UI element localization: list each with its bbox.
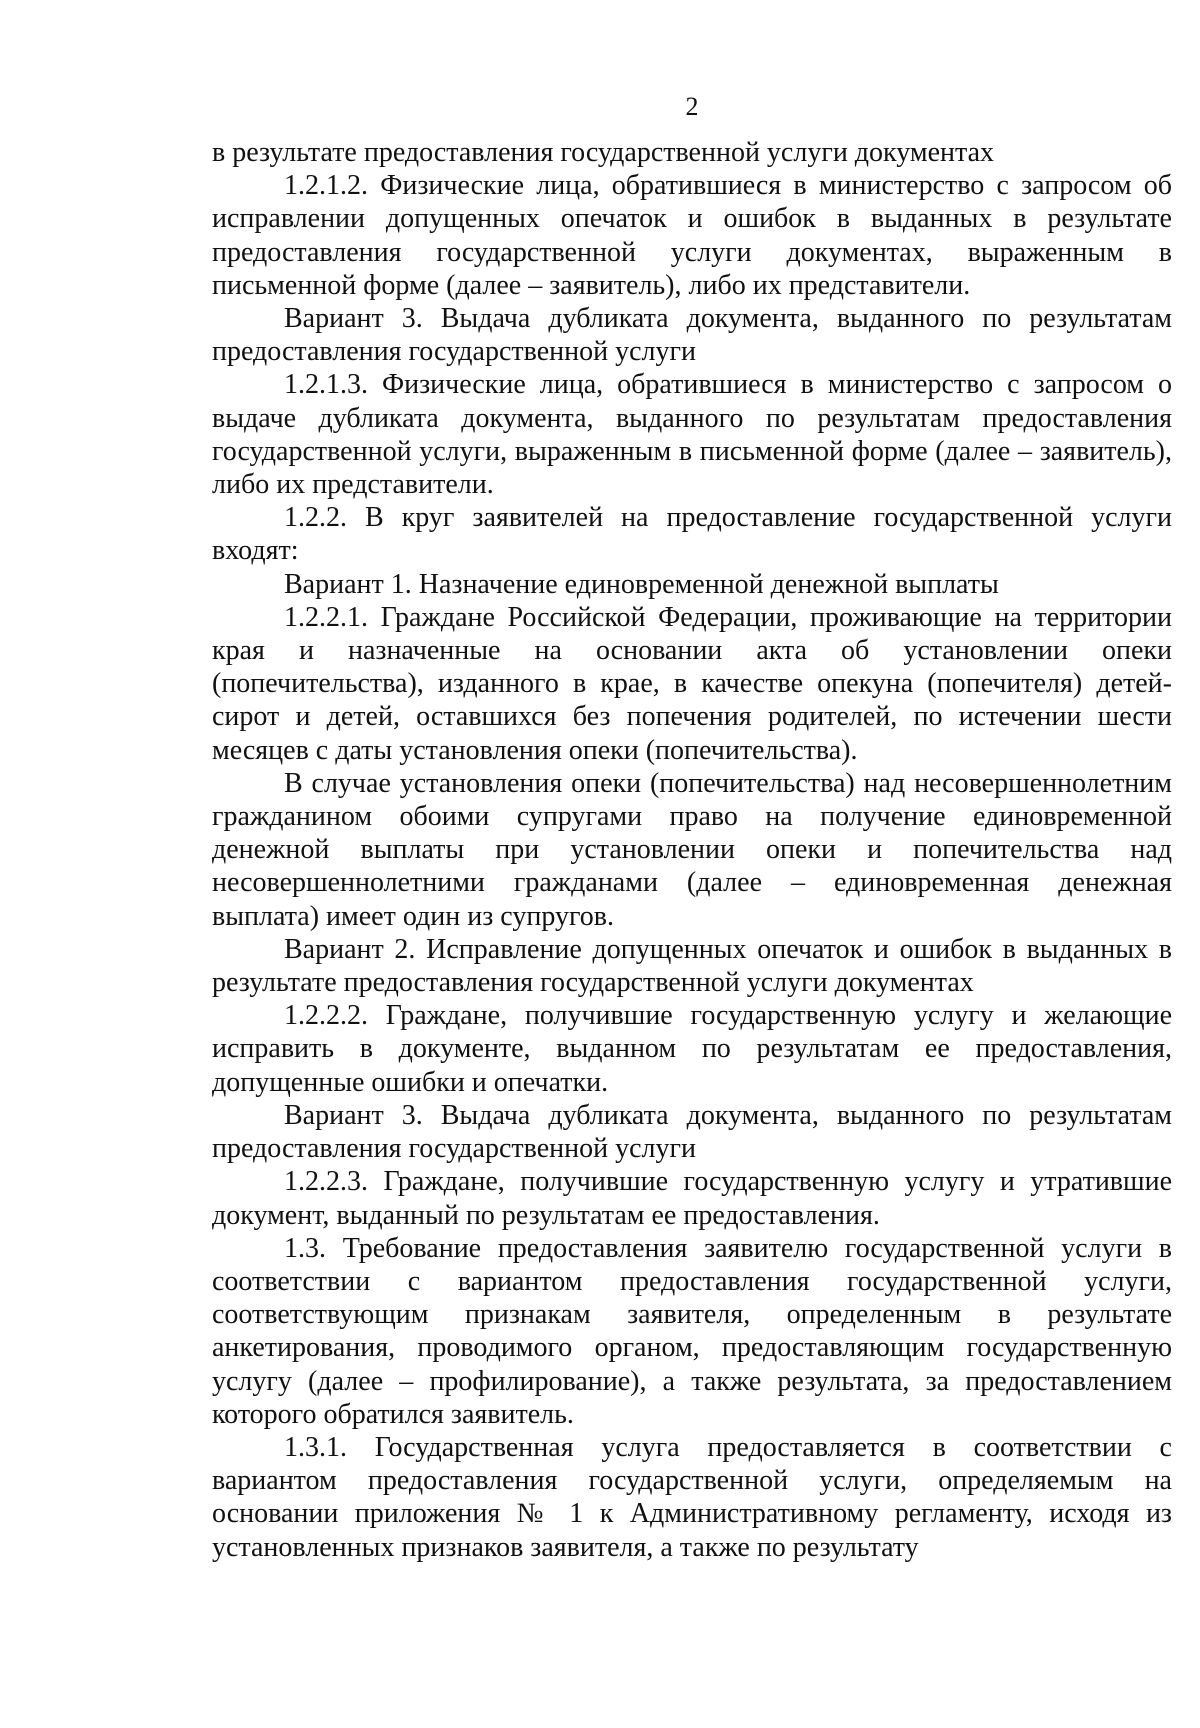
paragraph-variant-3-heading-2: Вариант 3. Выдача дубликата документа, выданного по результатам предоставления государственной услуги: [212, 1099, 1172, 1165]
document-body: [212, 136, 1172, 1564]
paragraph-1-2-1-2: 1.2.1.2. Физические лица, обратившиеся в министерство с запросом об исправлении допущенных опечаток и ошибок в выданных в результате предоставления государственной услуги документах, выраженным в письменной форме (далее – заявитель), либо их представители.: [212, 170, 1172, 301]
paragraph-1-2-2-3: 1.2.2.3. Граждане, получившие государственную услугу и утратившие документ, выданный по результатам ее предоставления.: [212, 1166, 1172, 1231]
paragraph-continuation: в результате предоставления государственной услуги документах: [212, 137, 995, 168]
paragraph-1-2-2: 1.2.2. В круг заявителей на предоставление государственной услуги входят:: [212, 502, 1172, 567]
paragraph-variant-1-heading: Вариант 1. Назначение единовременной денежной выплаты: [284, 568, 999, 600]
paragraph-spouses-case: В случае установления опеки (попечительства) над несовершеннолетним гражданином обоими супругами право на получение единовременной денежной выплаты при установлении опеки и попечительства над несовершеннолетними гражданами (далее – единовременная денежная выплата) имеет один из супругов.: [212, 767, 1172, 932]
paragraph-1-3: 1.3. Требование предоставления заявителю государственной услуги в соответствии с вариантом предоставления государственной услуги, соответствующим признакам заявителя, определенным в результате анкетирования, проводимого органом, предоставляющим государственную услугу (далее – профилирование), а также результата, за предоставлением которого обратился заявитель.: [212, 1232, 1172, 1430]
paragraph-1-2-2-2: 1.2.2.2. Граждане, получившие государственную услугу и желающие исправить в документе, выданном по результатам ее предоставления, допущенные ошибки и опечатки.: [212, 1000, 1172, 1098]
page-number: 2: [685, 92, 699, 121]
paragraph-1-2-1-3: 1.2.1.3. Физические лица, обратившиеся в министерство с запросом о выдаче дубликата документа, выданного по результатам предоставления государственной услуги, выраженным в письменной форме (далее – заявитель), либо их представители.: [212, 369, 1172, 501]
paragraph-1-2-2-1: 1.2.2.1. Граждане Российской Федерации, проживающие на территории края и назначенные на основании акта об установлении опеки (попечительства), изданного в крае, в качестве опекуна (попечителя) детей-сирот и детей, оставшихся без попечения родителей, по истечении шести месяцев с даты установления опеки (попечительства).: [212, 601, 1172, 766]
paragraph-variant-2-heading: Вариант 2. Исправление допущенных опечаток и ошибок в выданных в результате предоставления государственной услуги документах: [212, 933, 1172, 999]
paragraph-1-3-1: 1.3.1. Государственная услуга предоставляется в соответствии с вариантом предоставления государственной услуги, определяемым на основании приложения № 1 к Административному регламенту, исходя из установленных признаков заявителя, а также по результату: [212, 1431, 1172, 1563]
paragraph-variant-3-heading: Вариант 3. Выдача дубликата документа, выданного по результатам предоставления государственной услуги: [212, 303, 1172, 368]
